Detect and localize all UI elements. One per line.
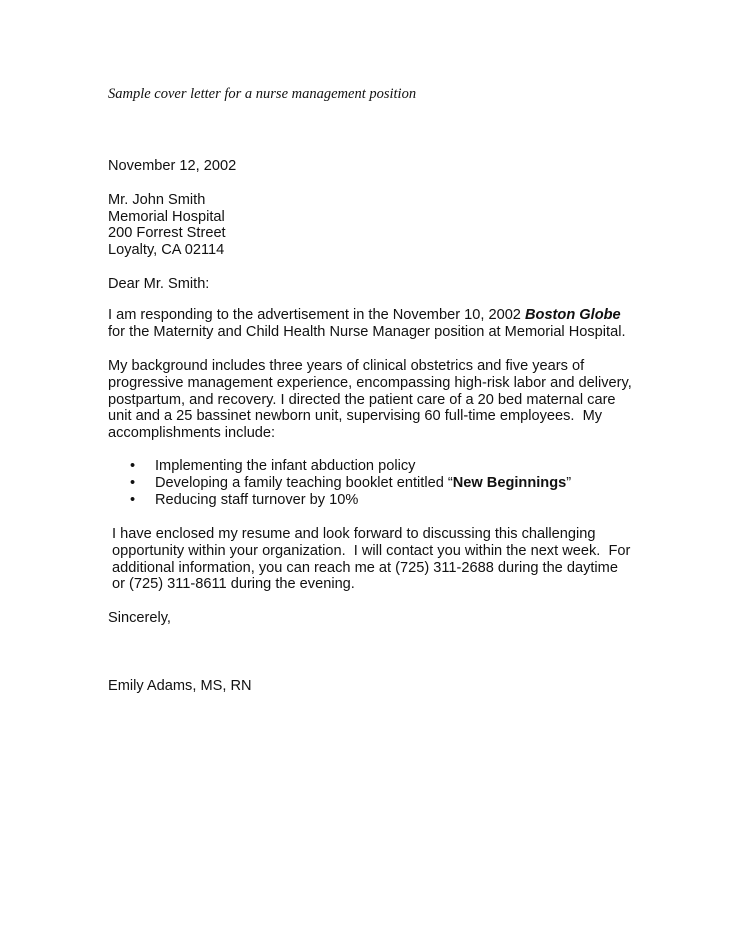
salutation: Dear Mr. Smith: <box>108 276 210 292</box>
booklet-title: New Beginnings <box>452 475 567 491</box>
advertisement-text: I am responding to the advertisement in the November 10, 2002 <box>108 307 525 323</box>
bullet-icon: • <box>130 475 136 491</box>
paragraph-line: or (725) 311-8611 during the evening. <box>112 576 355 593</box>
paragraph-closing-info <box>112 526 630 593</box>
list-item-text: Developing a family teaching booklet entitled “ <box>155 475 453 491</box>
list-item <box>130 475 571 492</box>
list-item-text: Reducing staff turnover by 10% <box>155 492 359 508</box>
newspaper-name: Boston Globe <box>524 307 621 323</box>
paragraph-advertisement <box>108 307 626 341</box>
paragraph-line: I have enclosed my resume and look forward to discussing this challenging <box>112 526 596 542</box>
closing-quote: ” <box>566 475 572 491</box>
recipient-street: 200 Forrest Street <box>108 225 226 241</box>
paragraph-line: accomplishments include: <box>108 425 276 442</box>
paragraph-line <box>108 307 626 324</box>
paragraph-line: postpartum, and recovery. I directed the patient care of a 20 bed maternal care <box>108 391 616 408</box>
paragraph-line: unit and a 25 bassinet newborn unit, supervising 60 full-time employees. My <box>108 408 603 425</box>
recipient-organization: Memorial Hospital <box>108 208 225 225</box>
list-item <box>130 492 571 509</box>
recipient-city: Loyalty, CA 02114 <box>108 241 225 258</box>
list-item-text: Implementing the infant abduction policy <box>155 458 416 474</box>
closing: Sincerely, <box>108 610 171 626</box>
bullet-icon: • <box>130 458 136 474</box>
paragraph-background <box>108 358 632 442</box>
paragraph-line: My background includes three years of clinical obstetrics and five years of <box>108 358 585 374</box>
accomplishments-list <box>130 458 571 509</box>
letter-date: November 12, 2002 <box>108 158 237 174</box>
paragraph-line: for the Maternity and Child Health Nurse Manager position at Memorial Hospital. <box>108 323 626 340</box>
paragraph-line: additional information, you can reach me at (725) 311-2688 during the daytime <box>112 559 618 576</box>
paragraph-line: progressive management experience, encompassing high-risk labor and delivery, <box>108 374 632 391</box>
recipient-name: Mr. John Smith <box>108 192 206 208</box>
list-item <box>130 458 571 475</box>
bullet-icon: • <box>130 492 136 508</box>
signature: Emily Adams, MS, RN <box>108 678 252 694</box>
paragraph-line: opportunity within your organization. I will contact you within the next week. For <box>112 542 631 559</box>
document-heading: Sample cover letter for a nurse management position <box>108 86 417 102</box>
